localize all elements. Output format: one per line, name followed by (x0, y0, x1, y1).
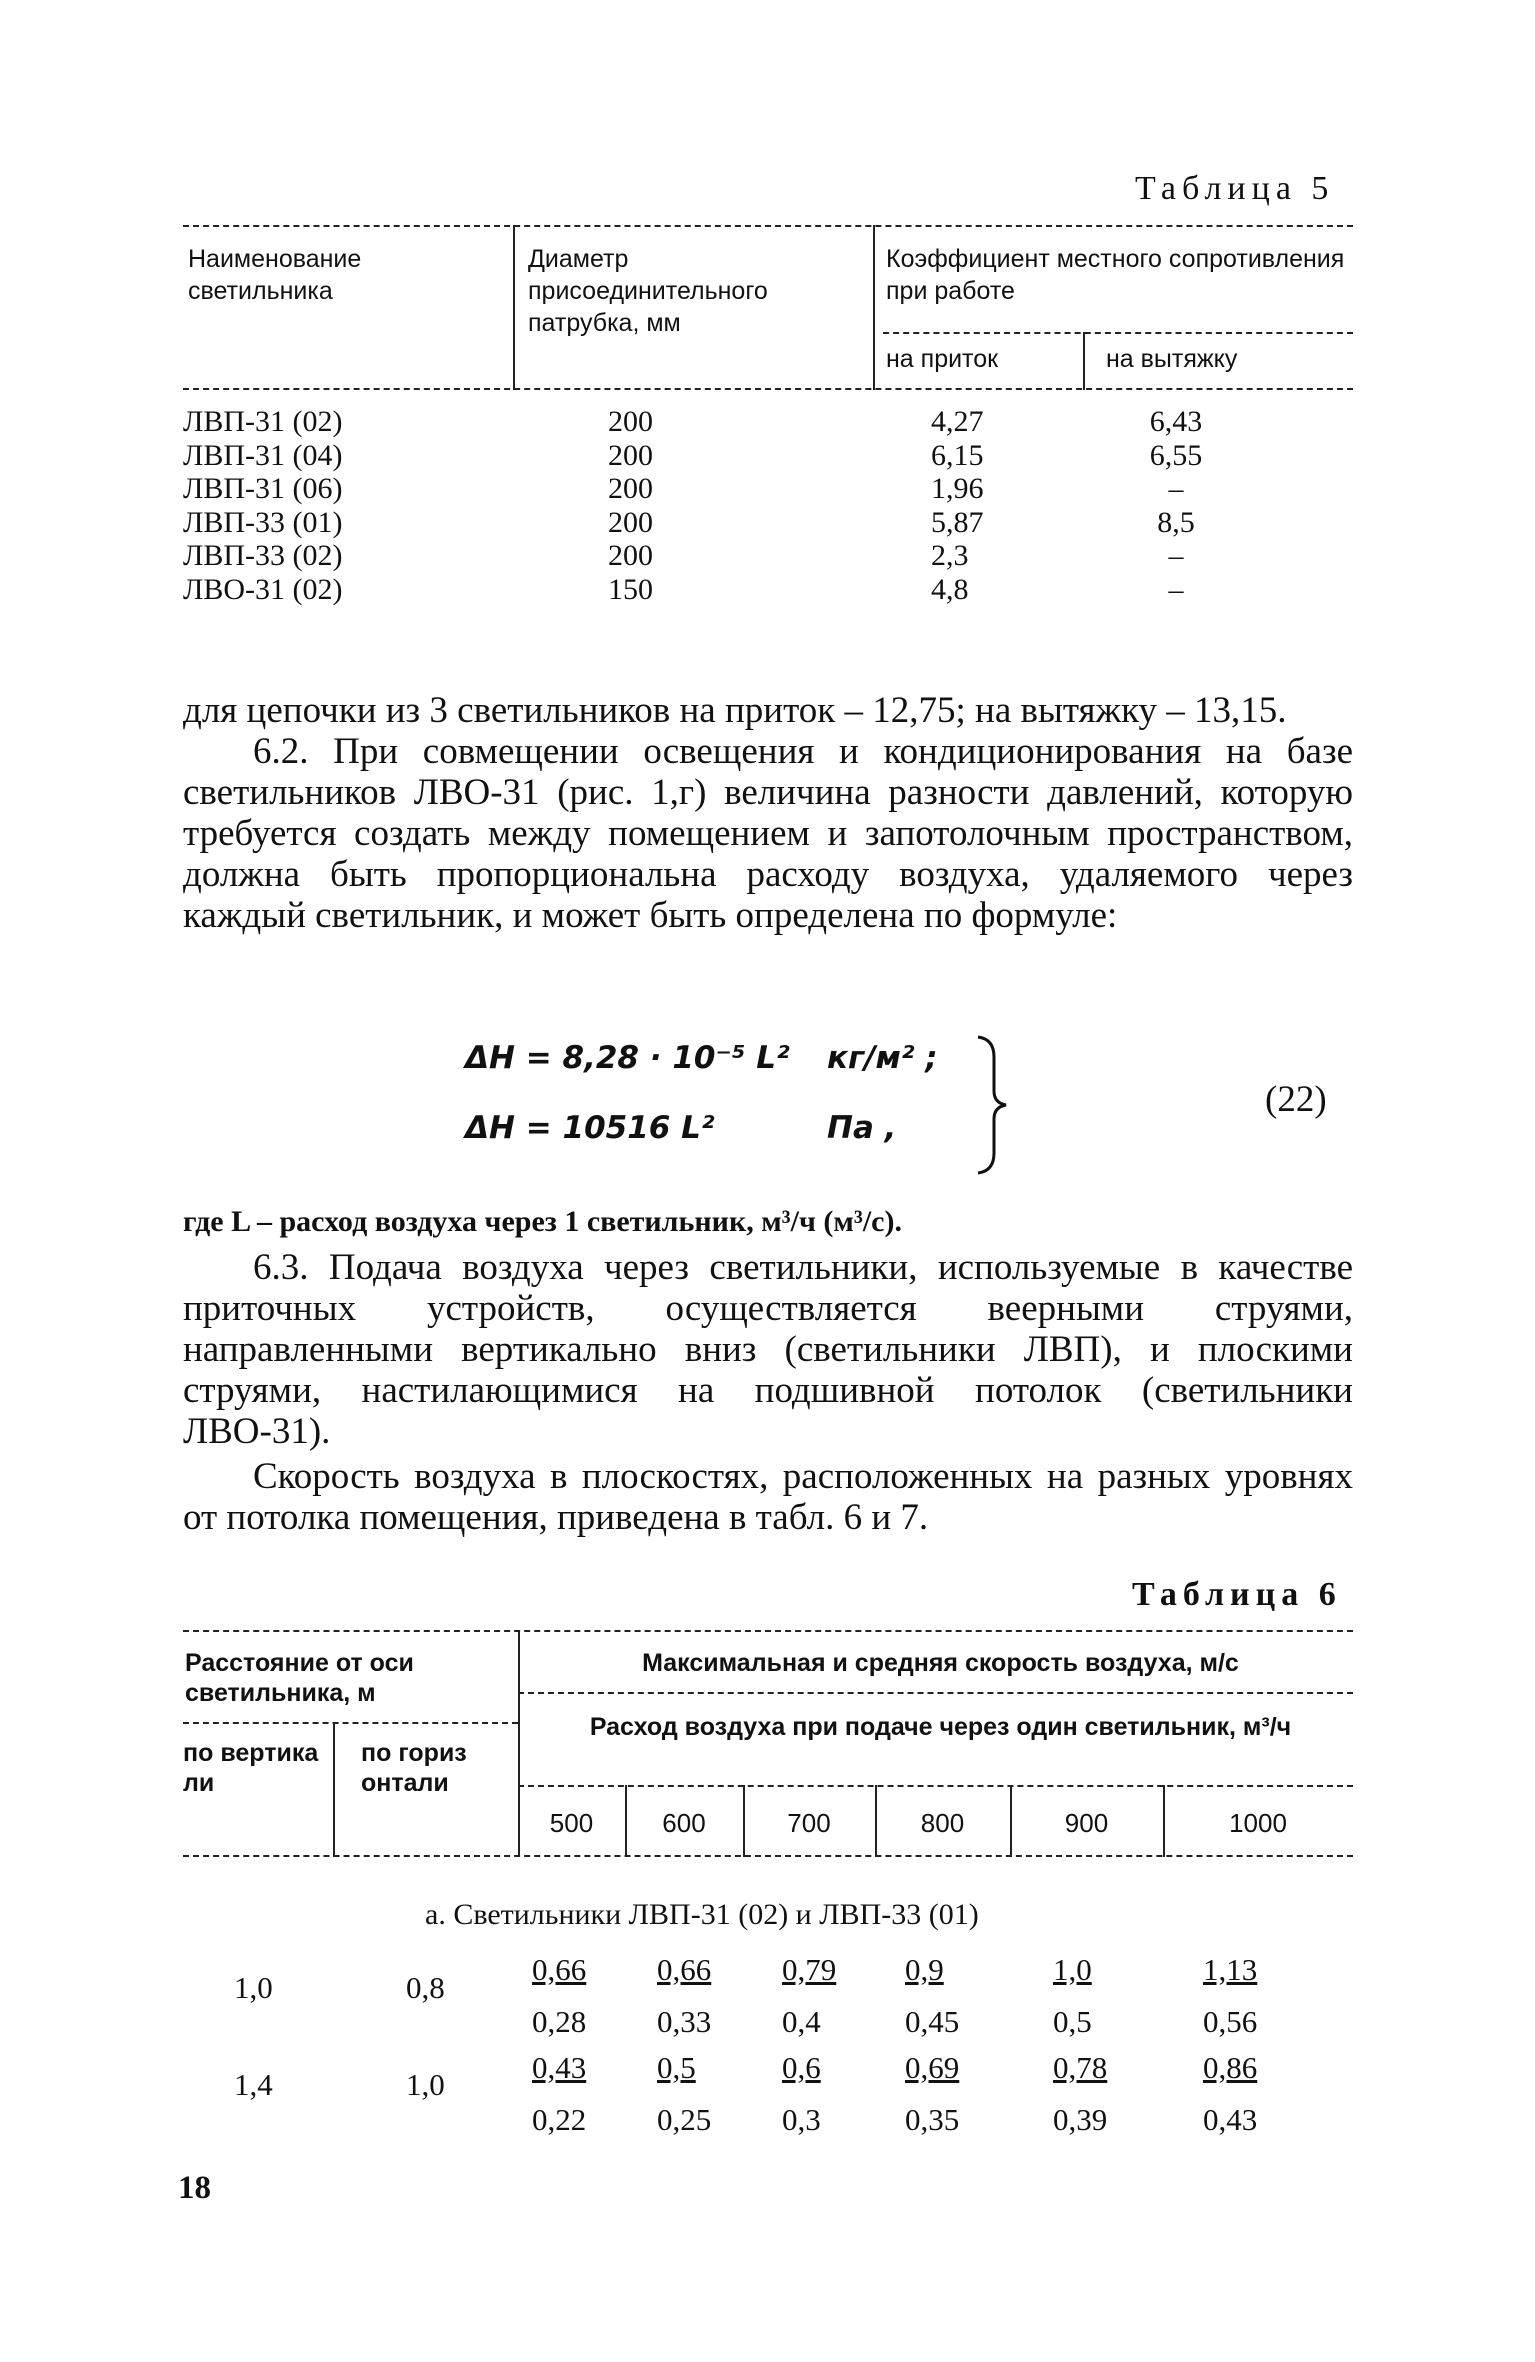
table6-cell (905, 2050, 985, 2142)
table5-col-name (183, 405, 343, 606)
table6-section-a: а. Светильники ЛВП-31 (02) и ЛВП-33 (01) (425, 1898, 979, 1931)
avg-speed: 0,43 (1203, 2102, 1258, 2137)
table5-cell: 6,15 (931, 438, 984, 472)
paragraph: 6.3. Подача воздуха через светильники, используемые в качестве приточных устройств, осуществляется веерными струями, направленными вертикально вниз (светильники ЛВП), и плоскими струями, настилающимися на подшивной потолок (светильники ЛВО-31). (183, 1247, 1353, 1452)
table5-cell: ЛВП-33 (01) (183, 505, 343, 539)
text-block-1 (183, 690, 1353, 936)
table5 (183, 225, 1353, 610)
avg-speed: 0,35 (905, 2102, 960, 2137)
table6-top-rule (183, 1630, 1353, 1632)
max-speed: 1,0 (1053, 1952, 1092, 1987)
table6-flow-500: 500 (549, 1808, 594, 1838)
table5-cell: 6,55 (1149, 438, 1203, 472)
table5-cell: ЛВП-31 (06) (183, 472, 343, 505)
table6-flow-1000: 1000 (1229, 1808, 1287, 1838)
table5-cell: 1,96 (931, 472, 984, 505)
table6-flow-800: 800 (920, 1808, 965, 1838)
table5-col-intake (931, 405, 984, 606)
table6-rule (183, 1722, 518, 1724)
table5-col-exhaust (1141, 405, 1211, 606)
table5-subheader-rule (883, 332, 1353, 334)
avg-speed: 0,3 (782, 2102, 821, 2137)
paragraph: 6.2. При совмещении освещения и кондиционирования на базе светильников ЛВО-31 (рис. 1,г) величина разности давлений, которую требуется создать между помещением и запотолочным пространством, должна быть пропорциональна расходу воздуха, удаляемого через каждый светильник, и может быть определена по формуле: (183, 731, 1353, 936)
table5-header-intake: на приток (886, 345, 999, 373)
table5-cell: 6,43 (1149, 405, 1203, 438)
table5-header-rule (183, 388, 1353, 390)
table6-rule (518, 1692, 1353, 1694)
page-number: 18 (178, 2170, 211, 2206)
max-speed: 1,13 (1203, 1952, 1258, 1987)
avg-speed: 0,45 (905, 2004, 960, 2039)
table6-cell (532, 1952, 612, 2044)
table6-header-horizontal: по горизонтали (361, 1739, 467, 1797)
table6-cell (782, 2050, 862, 2142)
table6-caption: Таблица 6 (1132, 1576, 1342, 1613)
table5-cell: – (1168, 572, 1184, 606)
max-speed: 0,43 (532, 2050, 587, 2085)
table6 (183, 1630, 1353, 1860)
avg-speed: 0,5 (1053, 2004, 1092, 2039)
equation-number: (22) (1265, 1079, 1327, 1120)
table6-vertical-value: 1,4 (234, 2067, 273, 2102)
table6-cell (532, 2050, 612, 2142)
table6-cell (782, 1952, 862, 2044)
table5-cell: 200 (608, 539, 653, 572)
max-speed: 0,86 (1203, 2050, 1258, 2085)
table6-horizontal-value: 0,8 (406, 1970, 445, 2005)
max-speed: 0,5 (657, 2050, 696, 2085)
table6-divider (333, 1722, 335, 1857)
avg-speed: 0,56 (1203, 2004, 1258, 2039)
table6-rule (518, 1785, 1353, 1787)
table5-divider (513, 225, 515, 390)
table6-cell (657, 2050, 737, 2142)
max-speed: 0,69 (905, 2050, 960, 2085)
table5-cell: ЛВО-31 (02) (183, 572, 343, 606)
table6-flow-600: 600 (662, 1808, 706, 1838)
formula-line-2: ΔH = 10516 L² (465, 1110, 715, 1146)
table5-cell: 5,87 (931, 505, 984, 539)
max-speed: 0,66 (657, 1952, 712, 1987)
table5-cell: 150 (608, 572, 653, 606)
table5-cell: – (1168, 539, 1184, 572)
table5-divider (873, 225, 875, 390)
table5-cell: 200 (608, 405, 653, 438)
table6-cell (1203, 2050, 1283, 2142)
table5-cell: ЛВП-31 (04) (183, 438, 343, 472)
table6-header-rule (183, 1855, 1353, 1857)
table6-cell (1053, 1952, 1133, 2044)
formula-line-1: ΔH = 8,28 · 10⁻⁵ L² (465, 1040, 790, 1076)
table6-header-vertical: по вертикали (183, 1739, 319, 1797)
avg-speed: 0,4 (782, 2004, 821, 2039)
paragraph: для цепочки из 3 светильников на приток – 12,75; на вытяжку – 13,15. (183, 690, 1287, 731)
max-speed: 0,78 (1053, 2050, 1108, 2085)
table5-top-rule (183, 225, 1353, 227)
formula-22 (465, 1040, 1365, 1180)
table5-cell: 8,5 (1157, 505, 1195, 539)
table5-divider (1083, 332, 1085, 390)
table5-header-diameter: Диаметр присоединительного патрубка, мм (528, 245, 768, 337)
max-speed: 0,6 (782, 2050, 821, 2085)
table5-header-exhaust: на вытяжку (1106, 345, 1238, 373)
right-brace-icon (970, 1035, 1010, 1175)
table6-horizontal-value: 1,0 (406, 2067, 445, 2102)
formula-explanation: где L – расход воздуха через 1 светильник, м³/ч (м³/с). (183, 1205, 902, 1238)
table5-cell: 200 (608, 438, 653, 472)
max-speed: 0,79 (782, 1952, 837, 1987)
table6-header-flow: Расход воздуха при подаче через один светильник, м³/ч (589, 1713, 1292, 1741)
avg-speed: 0,33 (657, 2004, 712, 2039)
table5-header-coef: Коэффициент местного сопротивления при работе (886, 245, 1345, 305)
table6-cell (1053, 2050, 1133, 2142)
avg-speed: 0,22 (532, 2102, 587, 2137)
table5-cell: ЛВП-33 (02) (183, 539, 343, 572)
table5-cell: 4,8 (931, 572, 969, 606)
table5-header-name: Наименование светильника (188, 245, 362, 305)
table6-cell (1203, 1952, 1283, 2044)
avg-speed: 0,39 (1053, 2102, 1108, 2137)
formula-unit-2: Па , (827, 1110, 897, 1146)
table6-header-speed: Максимальная и средняя скорость воздуха, м/с (642, 1649, 1239, 1677)
table6-cell (657, 1952, 737, 2044)
table6-vertical-value: 1,0 (234, 1970, 273, 2005)
table5-cell: 200 (608, 472, 653, 505)
table5-cell: 2,3 (931, 539, 969, 572)
max-speed: 0,66 (532, 1952, 587, 1987)
paragraph: Скорость воздуха в плоскостях, расположенных на разных уровнях от потолка помещения, приведена в табл. 6 и 7. (183, 1456, 1353, 1538)
table5-col-diameter (608, 405, 653, 606)
table6-cell (905, 1952, 985, 2044)
table5-cell: ЛВП-31 (02) (183, 405, 343, 438)
formula-unit-1: кг/м² ; (827, 1040, 938, 1076)
table5-cell: 200 (608, 505, 653, 539)
text-block-2 (183, 1247, 1353, 1538)
avg-speed: 0,28 (532, 2004, 587, 2039)
table5-cell: – (1168, 472, 1184, 505)
table6-flow-900: 900 (1064, 1808, 1109, 1838)
max-speed: 0,9 (905, 1952, 944, 1987)
table6-flow-700: 700 (787, 1808, 831, 1838)
table6-header-distance: Расстояние от оси светильника, м (185, 1649, 414, 1707)
avg-speed: 0,25 (657, 2102, 712, 2137)
table5-caption: Таблица 5 (1135, 170, 1335, 207)
table5-cell: 4,27 (931, 405, 984, 438)
